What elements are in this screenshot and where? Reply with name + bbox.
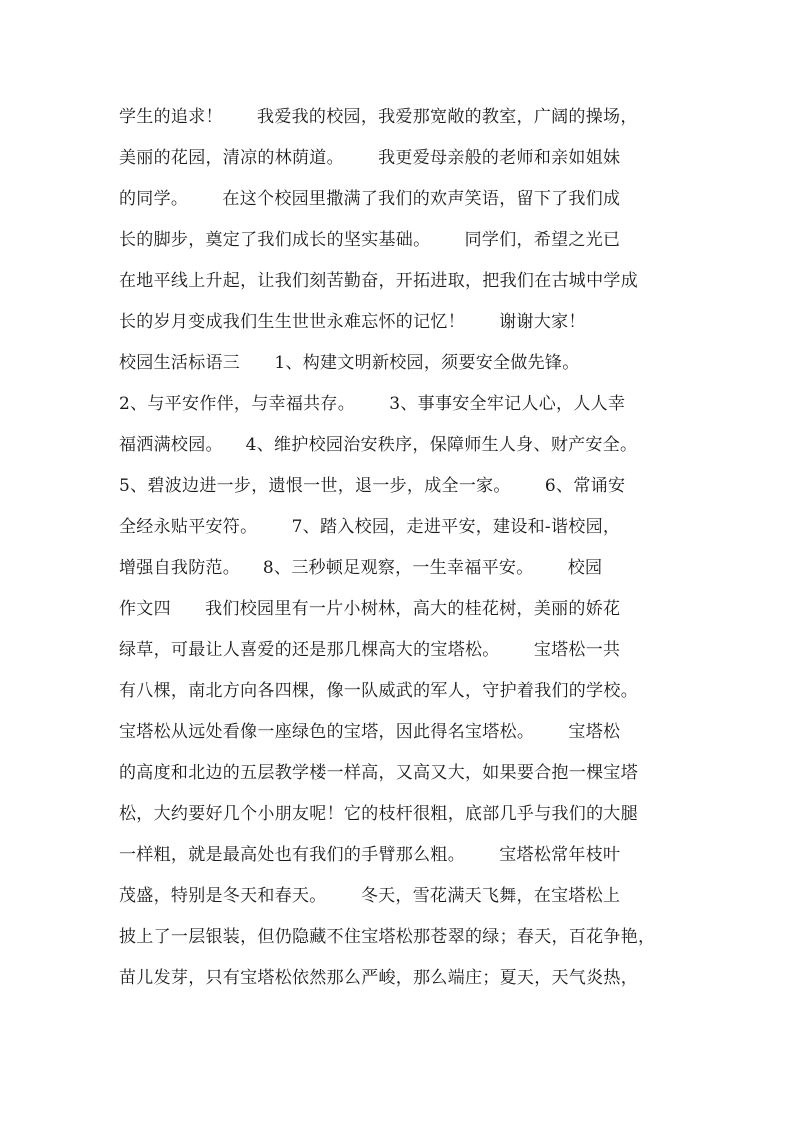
text-line-12: 增强自我防范。 8、三秒顿足观察，一生幸福平安。 校园 [119,558,603,578]
text-line-16: 宝塔松从远处看像一座绿色的宝塔，因此得名宝塔松。 宝塔松 [119,722,621,742]
text-line-14: 绿草，可最让人喜爱的还是那几棵高大的宝塔松。 宝塔松一共 [119,640,621,660]
text-line-22: 苗儿发芽，只有宝塔松依然那么严峻，那么端庄；夏天，天气炎热， [119,968,638,988]
text-line-1: 学生的追求！ 我爱我的校园，我爱那宽敞的教室，广阔的操场， [119,107,638,127]
text-line-4: 长的脚步，奠定了我们成长的坚实基础。 同学们，希望之光已 [119,230,621,250]
text-line-3: 的同学。 在这个校园里撒满了我们的欢声笑语，留下了我们成 [119,189,621,209]
text-line-10: 5、碧波边进一步，遗恨一世，退一步，成全一家。 6、常诵安 [119,476,626,496]
text-line-17: 的高度和北边的五层教学楼一样高，又高又大，如果要合抱一棵宝塔 [119,763,638,783]
text-line-20: 茂盛，特别是冬天和春天。 冬天，雪花满天飞舞，在宝塔松上 [119,886,621,906]
text-line-2: 美丽的花园，清凉的林荫道。 我更爱母亲般的老师和亲如姐妹 [119,148,621,168]
text-line-8: 2、与平安作伴，与幸福共存。 3、事事安全牢记人心，人人幸 [119,394,626,414]
text-line-5: 在地平线上升起，让我们刻苦勤奋，开拓进取，把我们在古城中学成 [119,271,638,291]
text-line-7: 校园生活标语三 1、构建文明新校园，须要安全做先锋。 [119,353,580,373]
text-line-13: 作文四 我们校园里有一片小树林，高大的桂花树，美丽的娇花 [119,599,621,619]
text-line-19: 一样粗，就是最高处也有我们的手臂那么粗。 宝塔松常年枝叶 [119,845,621,865]
text-line-15: 有八棵，南北方向各四棵，像一队威武的军人，守护着我们的学校。 [119,681,638,701]
text-line-9: 福洒满校园。 4、维护校园治安秩序，保障师生人身、财产安全。 [119,435,638,455]
text-line-11: 全经永贴平安符。 7、踏入校园，走进平安，建设和-谐校园， [119,517,621,537]
text-line-6: 长的岁月变成我们生生世世永难忘怀的记忆！ 谢谢大家！ [119,312,586,332]
text-line-21: 披上了一层银装，但仍隐藏不住宝塔松那苍翠的绿；春天，百花争艳， [119,927,656,947]
text-line-18: 松，大约要好几个小朋友呢！它的枝杆很粗，底部几乎与我们的大腿 [119,804,638,824]
